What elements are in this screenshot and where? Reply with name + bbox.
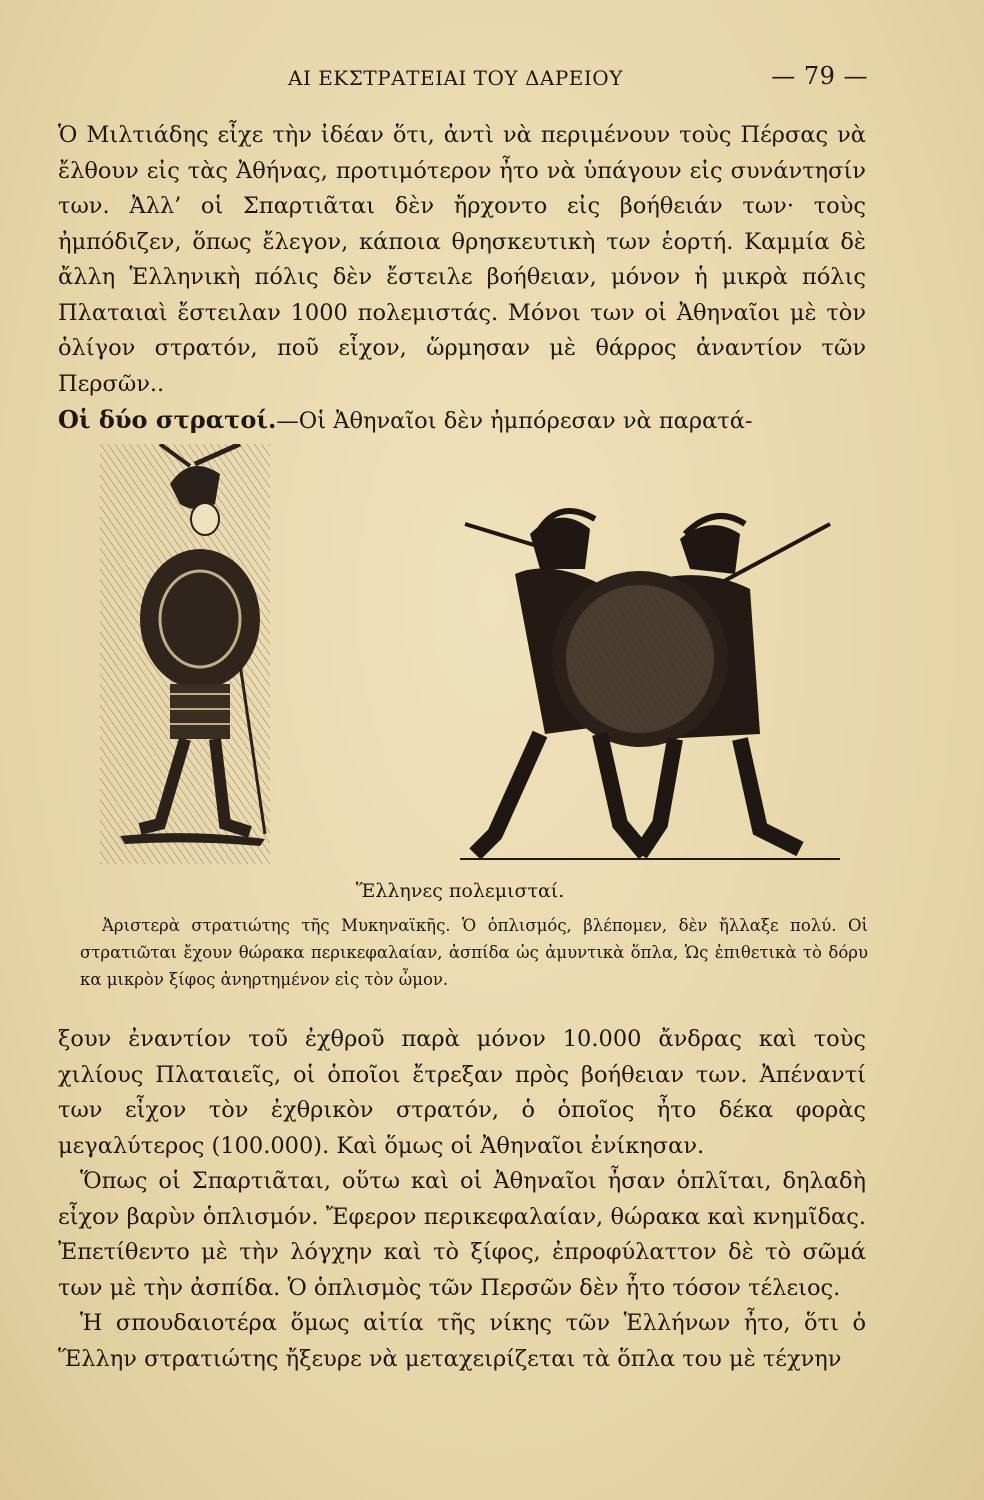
figure-caption [80,912,868,993]
mycenaean-warrior [100,444,270,864]
paragraph-continuation: ξουν ἐναντίον τοῦ ἐχθροῦ παρὰ μόνον 10.000 ἄνδρας καὶ τοὺς χιλίους Πλαταιεῖς, οἱ ὁποῖοι ἔτρεξαν πρὸς βοήθειαν των. Ἀπέναντί των εἶχον τὸν ἐχθρικὸν στρατόν, ὁ ὁποῖος ἦτο δέκα φορὰς μεγαλύτερος (100.000). Καὶ ὅμως οἱ Ἀθηναῖοι ἐνίκησαν. [58,1026,866,1159]
greek-warriors-illustration [100,444,870,874]
paragraph-victory-reason: Ἡ σπουδαιοτέρα ὅμως αἰτία τῆς νίκης τῶν Ἑλλήνων ἦτο, ὅτι ὁ Ἕλλην στρατιώτης ἤξευρε νὰ μεταχειρίζεται τὰ ὅπλα του μὲ τέχνην [58,1310,866,1372]
paragraph-miltiades: Ὁ Μιλτιάδης εἶχε τὴν ἰδέαν ὅτι, ἀντὶ νὰ περιμένουν τοὺς Πέρσας νὰ ἔλθουν εἰς τὰς Ἀθήνας, προτιμότερον ἦτο νὰ ὑπάγουν εἰς συνάντησίν των. Ἀλλ’ οἱ Σπαρτιᾶται δὲν ἤρχοντο εἰς βοήθειάν των· τοὺς ἠμπόδιζεν, ὅπως ἔλεγον, κάποια θρησκευτικὴ των ἑορτή. Καμμία δὲ ἄλλη Ἑλληνικὴ πόλις δὲν ἔστειλε βοήθειαν, μόνον ἡ μικρὰ πόλις Πλαταιαὶ ἔστειλαν 1000 πολεμιστάς. Μόνοι των οἱ Ἀθηναῖοι μὲ τὸν ὀλίγον στρατόν, ποῦ εἶχον, ὥρμησαν μὲ θάρρος ἀναντίον τῶν Περσῶν.. [58,122,866,397]
fighting-hoplites [460,511,840,859]
text-block-top [58,118,866,440]
side-heading: Οἱ δύο στρατοί. [58,405,277,434]
side-heading-continuation: —Οἱ Ἀθηναῖοι δὲν ἠμπόρεσαν νὰ παρατά- [276,408,753,434]
figure-caption-text: Ἀριστερὰ στρατιώτης τῆς Μυκηναϊκῆς. Ὁ ὁπλισμός, βλέπομεν, δὲν ἤλλαξε πολύ. Οἱ στρατιῶται ἔχουν θώρακα περικεφαλαίαν, ἀσπίδα ὡς ἀμυντικὰ ὅπλα, Ὡς ἐπιθετικὰ τὸ δόρυ κα μικρὸν ξίφος ἀνηρτημένον εἰς τὸν ὦμον. [80,916,868,989]
running-title: ΑΙ ΕΚΣΤΡΑΤΕΙΑΙ ΤΟΥ ΔΑΡΕΙΟΥ [288,66,623,90]
figure-caption-title: Ἕλληνες πολεμισταί. [355,880,565,902]
page-number: — 79 — [771,62,868,90]
paragraph-hoplites: Ὅπως οἱ Σπαρτιᾶται, οὕτω καὶ οἱ Ἀθηναῖοι ἦσαν ὁπλῖται, δηλαδὴ εἶχον βαρὺν ὁπλισμόν. Ἔφερον περικεφαλαίαν, θώρακα καὶ κνημῖδας. Ἐπετίθεντο μὲ τὴν λόγχην καὶ τὸ ξίφος, ἐπροφύλαττον δὲ τὸ σῶμά των μὲ τὴν ἀσπίδα. Ὁ ὁπλισμὸς τῶν Περσῶν δὲν ἦτο τόσον τέλειος. [58,1168,866,1301]
paragraph-two-armies [58,402,866,440]
running-header [288,62,868,92]
text-block-bottom [58,1022,866,1377]
